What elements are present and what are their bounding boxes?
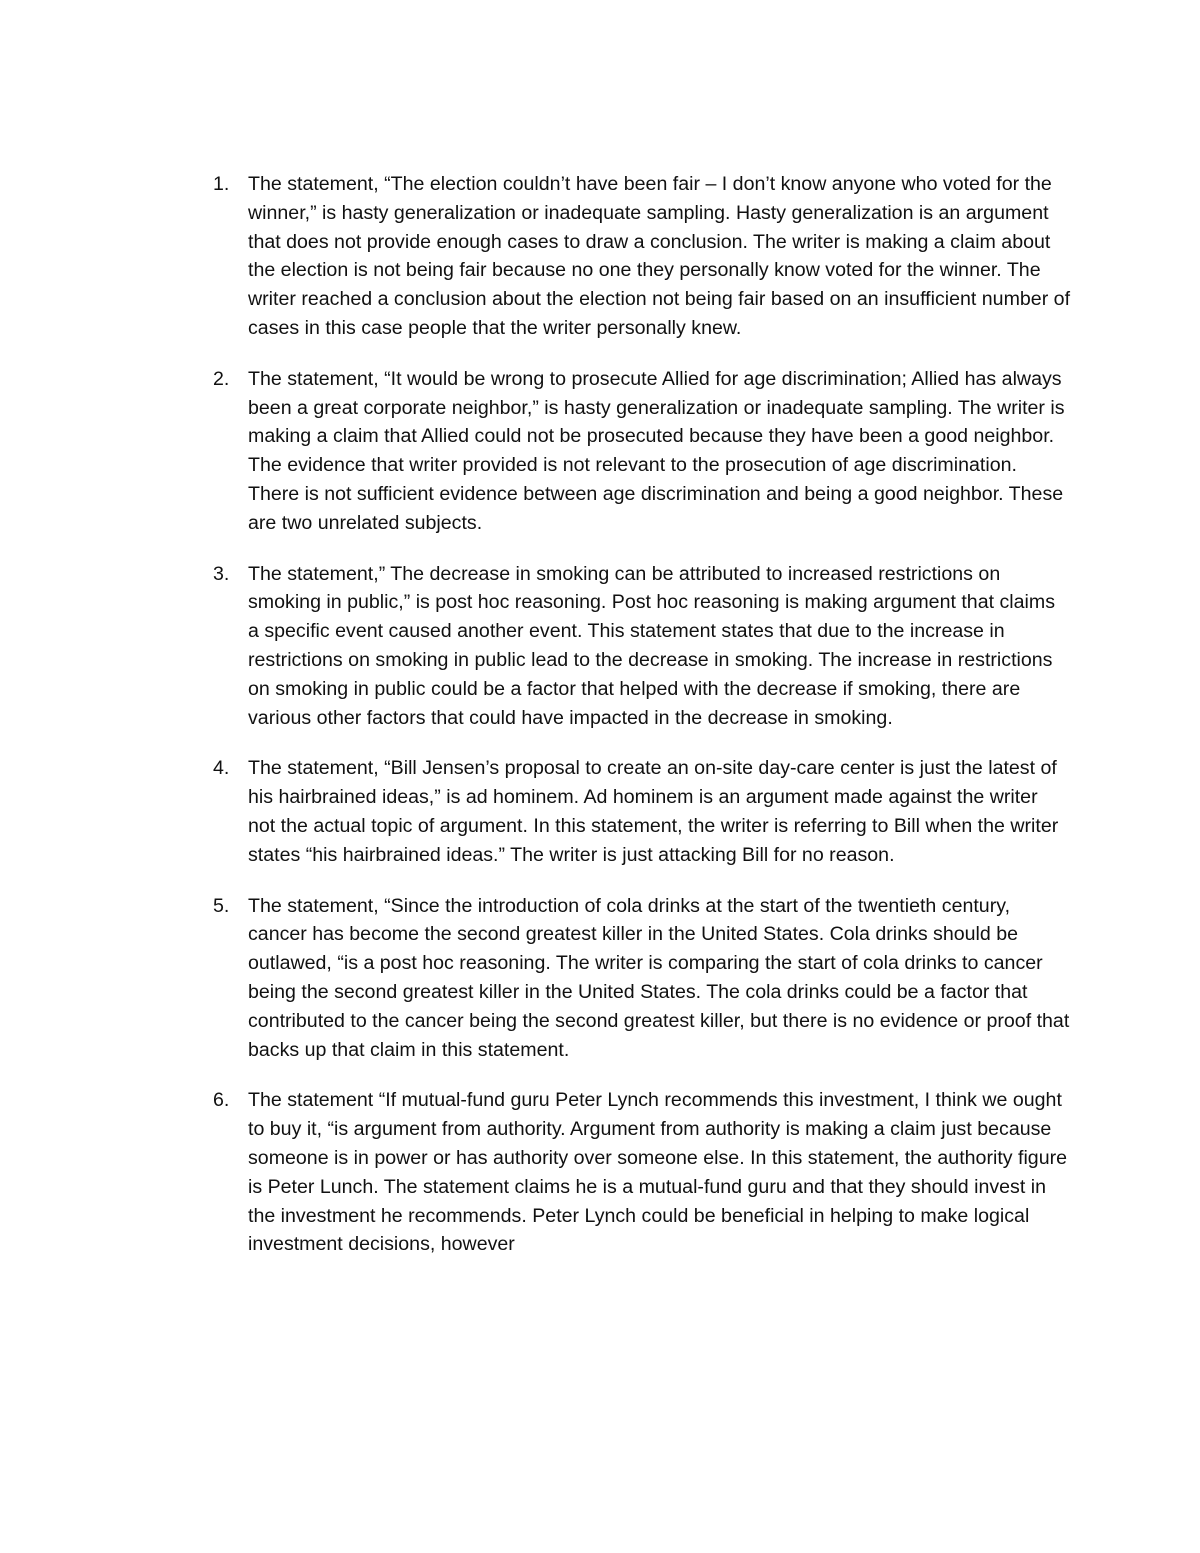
list-item (210, 365, 1070, 538)
list-item (210, 1086, 1070, 1259)
list-item (210, 892, 1070, 1065)
list-item-text: The statement, “It would be wrong to prosecute Allied for age discrimination; Allied has always been a great corporate neighbor,” is hasty generalization or inadequate sampling. The writer is making a claim that Allied could not be prosecuted because they have been a good neighbor. The evidence that writer provided is not relevant to the prosecution of age discrimination. There is not sufficient evidence between age discrimination and being a good neighbor. These are two unrelated subjects. (248, 367, 1065, 534)
list-item-number: 6. (213, 1089, 230, 1112)
list-item-text: The statement, “The election couldn’t have been fair – I don’t know anyone who voted for the winner,” is hasty generalization or inadequate sampling. Hasty generalization is an argument that does not provide enough cases to draw a conclusion. The writer is making a claim about the election is not being fair because no one they personally know voted for the winner. The writer reached a conclusion about the election not being fair based on an insufficient number of cases in this case people that the writer personally knew. (248, 173, 1071, 339)
list-item-number: 3. (213, 562, 230, 585)
list-item (210, 754, 1070, 869)
list-item-number: 4. (213, 757, 230, 780)
numbered-list (210, 170, 1070, 1281)
list-item-text: The statement, “Bill Jensen’s proposal to create an on-site day-care center is just the latest of his hairbrained ideas,” is ad hominem. Ad hominem is an argument made against the writer not the actual topic of argument. In this statement, the writer is referring to Bill when the writer states “his hairbrained ideas.” The writer is just attacking Bill for no reason. (248, 757, 1059, 866)
list-item-number: 5. (213, 894, 230, 917)
list-item-text: The statement “If mutual-fund guru Peter Lynch recommends this investment, I think we ought to buy it, “is argument from authority. Argument from authority is making a claim just because someone is in power or has authority over someone else. In this statement, the authority figure is Peter Lunch. The statement claims he is a mutual-fund guru and that they should invest in the investment he recommends. Peter Lynch could be beneficial in helping to make logical investment decisions, however (248, 1089, 1068, 1256)
list-item-text: The statement,” The decrease in smoking can be attributed to increased restrictions on smoking in public,” is post hoc reasoning. Post hoc reasoning is making argument that claims a specific event caused another event. This statement states that due to the increase in restrictions on smoking in public lead to the decrease in smoking. The increase in restrictions on smoking in public could be a factor that helped with the decrease if smoking, there are various other factors that could have impacted in the decrease in smoking. (248, 562, 1056, 729)
list-item (210, 170, 1070, 343)
list-item-number: 2. (213, 367, 230, 390)
list-item (210, 560, 1070, 733)
list-item-text: The statement, “Since the introduction of cola drinks at the start of the twentieth century, cancer has become the second greatest killer in the United States. Cola drinks should be outlawed, “is a post hoc reasoning. The writer is comparing the start of cola drinks to cancer being the second greatest killer in the United States. The cola drinks could be a factor that contributed to the cancer being the second greatest killer, but there is no evidence or proof that backs up that claim in this statement. (248, 894, 1070, 1061)
list-item-number: 1. (213, 173, 230, 195)
